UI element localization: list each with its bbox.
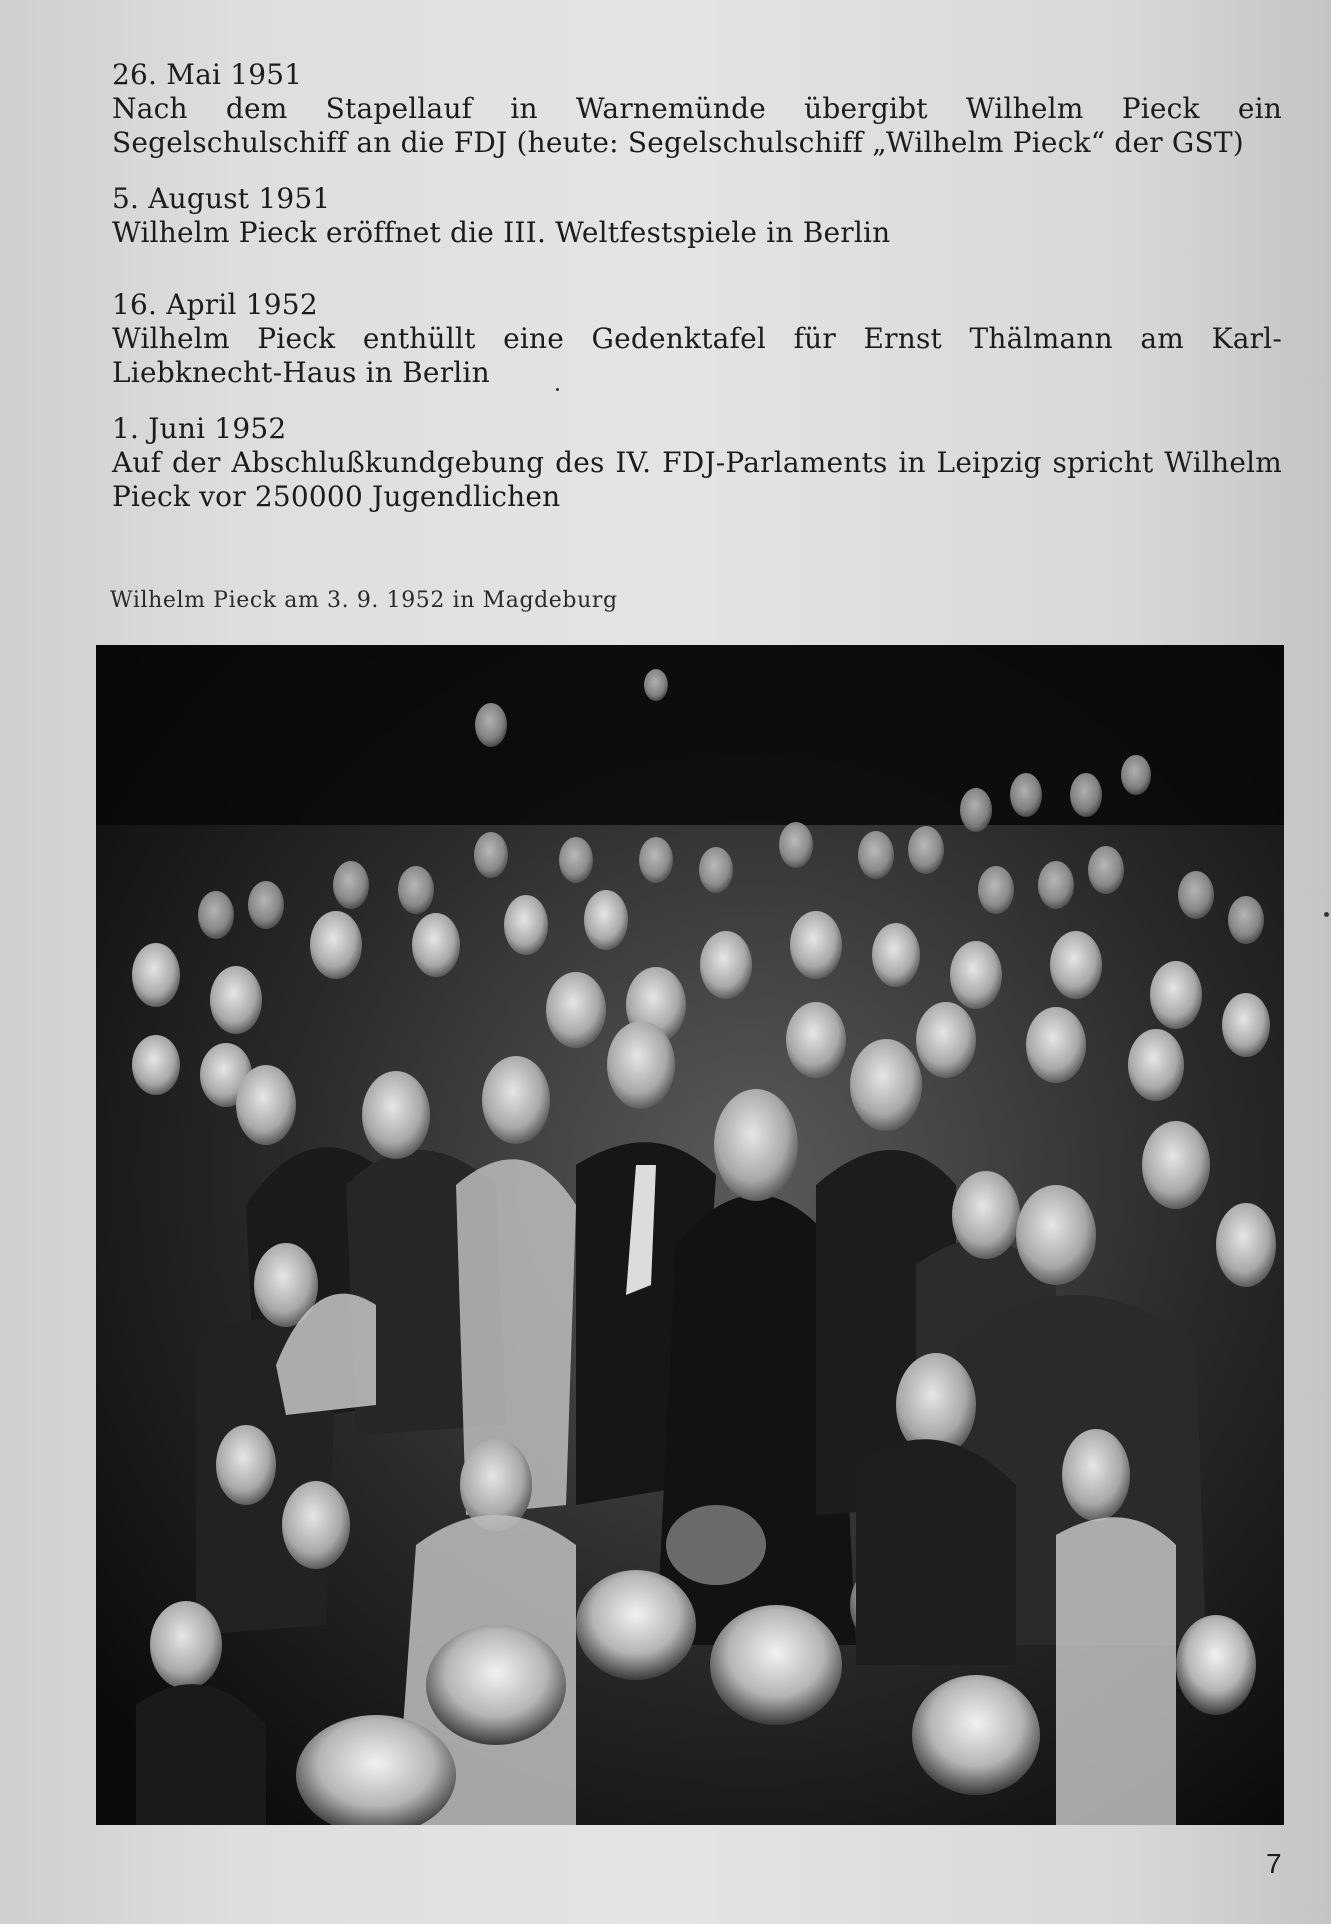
entry-text: Nach dem Stapellauf in Warnemünde übergibt Wilhelm Pieck ein Segelschulschiff an die FDJ (heute: Segelschulschiff „Wilhelm Pieck“ der GST) bbox=[112, 92, 1282, 159]
chronology-entry bbox=[112, 412, 1282, 514]
page-number: 7 bbox=[1266, 1848, 1282, 1879]
entry-date: 26. Mai 1951 bbox=[112, 58, 303, 91]
chronology-entry bbox=[112, 182, 1282, 250]
photo-illustration bbox=[96, 645, 1284, 1825]
chronology-entry bbox=[112, 58, 1282, 160]
speck bbox=[556, 388, 559, 391]
chronology-entries bbox=[112, 58, 1282, 514]
chronology-entry bbox=[112, 288, 1282, 390]
entry-text: Wilhelm Pieck eröffnet die III. Weltfestspiele in Berlin bbox=[112, 216, 891, 249]
entry-date: 1. Juni 1952 bbox=[112, 412, 287, 445]
entry-date: 16. April 1952 bbox=[112, 288, 318, 321]
photo-caption: Wilhelm Pieck am 3. 9. 1952 in Magdeburg bbox=[110, 588, 618, 613]
crowd-photograph bbox=[96, 645, 1284, 1825]
entry-date: 5. August 1951 bbox=[112, 182, 331, 215]
entry-text: Wilhelm Pieck enthüllt eine Gedenktafel für Ernst Thälmann am Karl-Liebknecht-Haus in Berlin bbox=[112, 322, 1282, 389]
speck bbox=[1324, 912, 1329, 917]
entry-text: Auf der Abschlußkundgebung des IV. FDJ-Parlaments in Leipzig spricht Wilhelm Pieck vor 250000 Jugendlichen bbox=[112, 446, 1282, 513]
